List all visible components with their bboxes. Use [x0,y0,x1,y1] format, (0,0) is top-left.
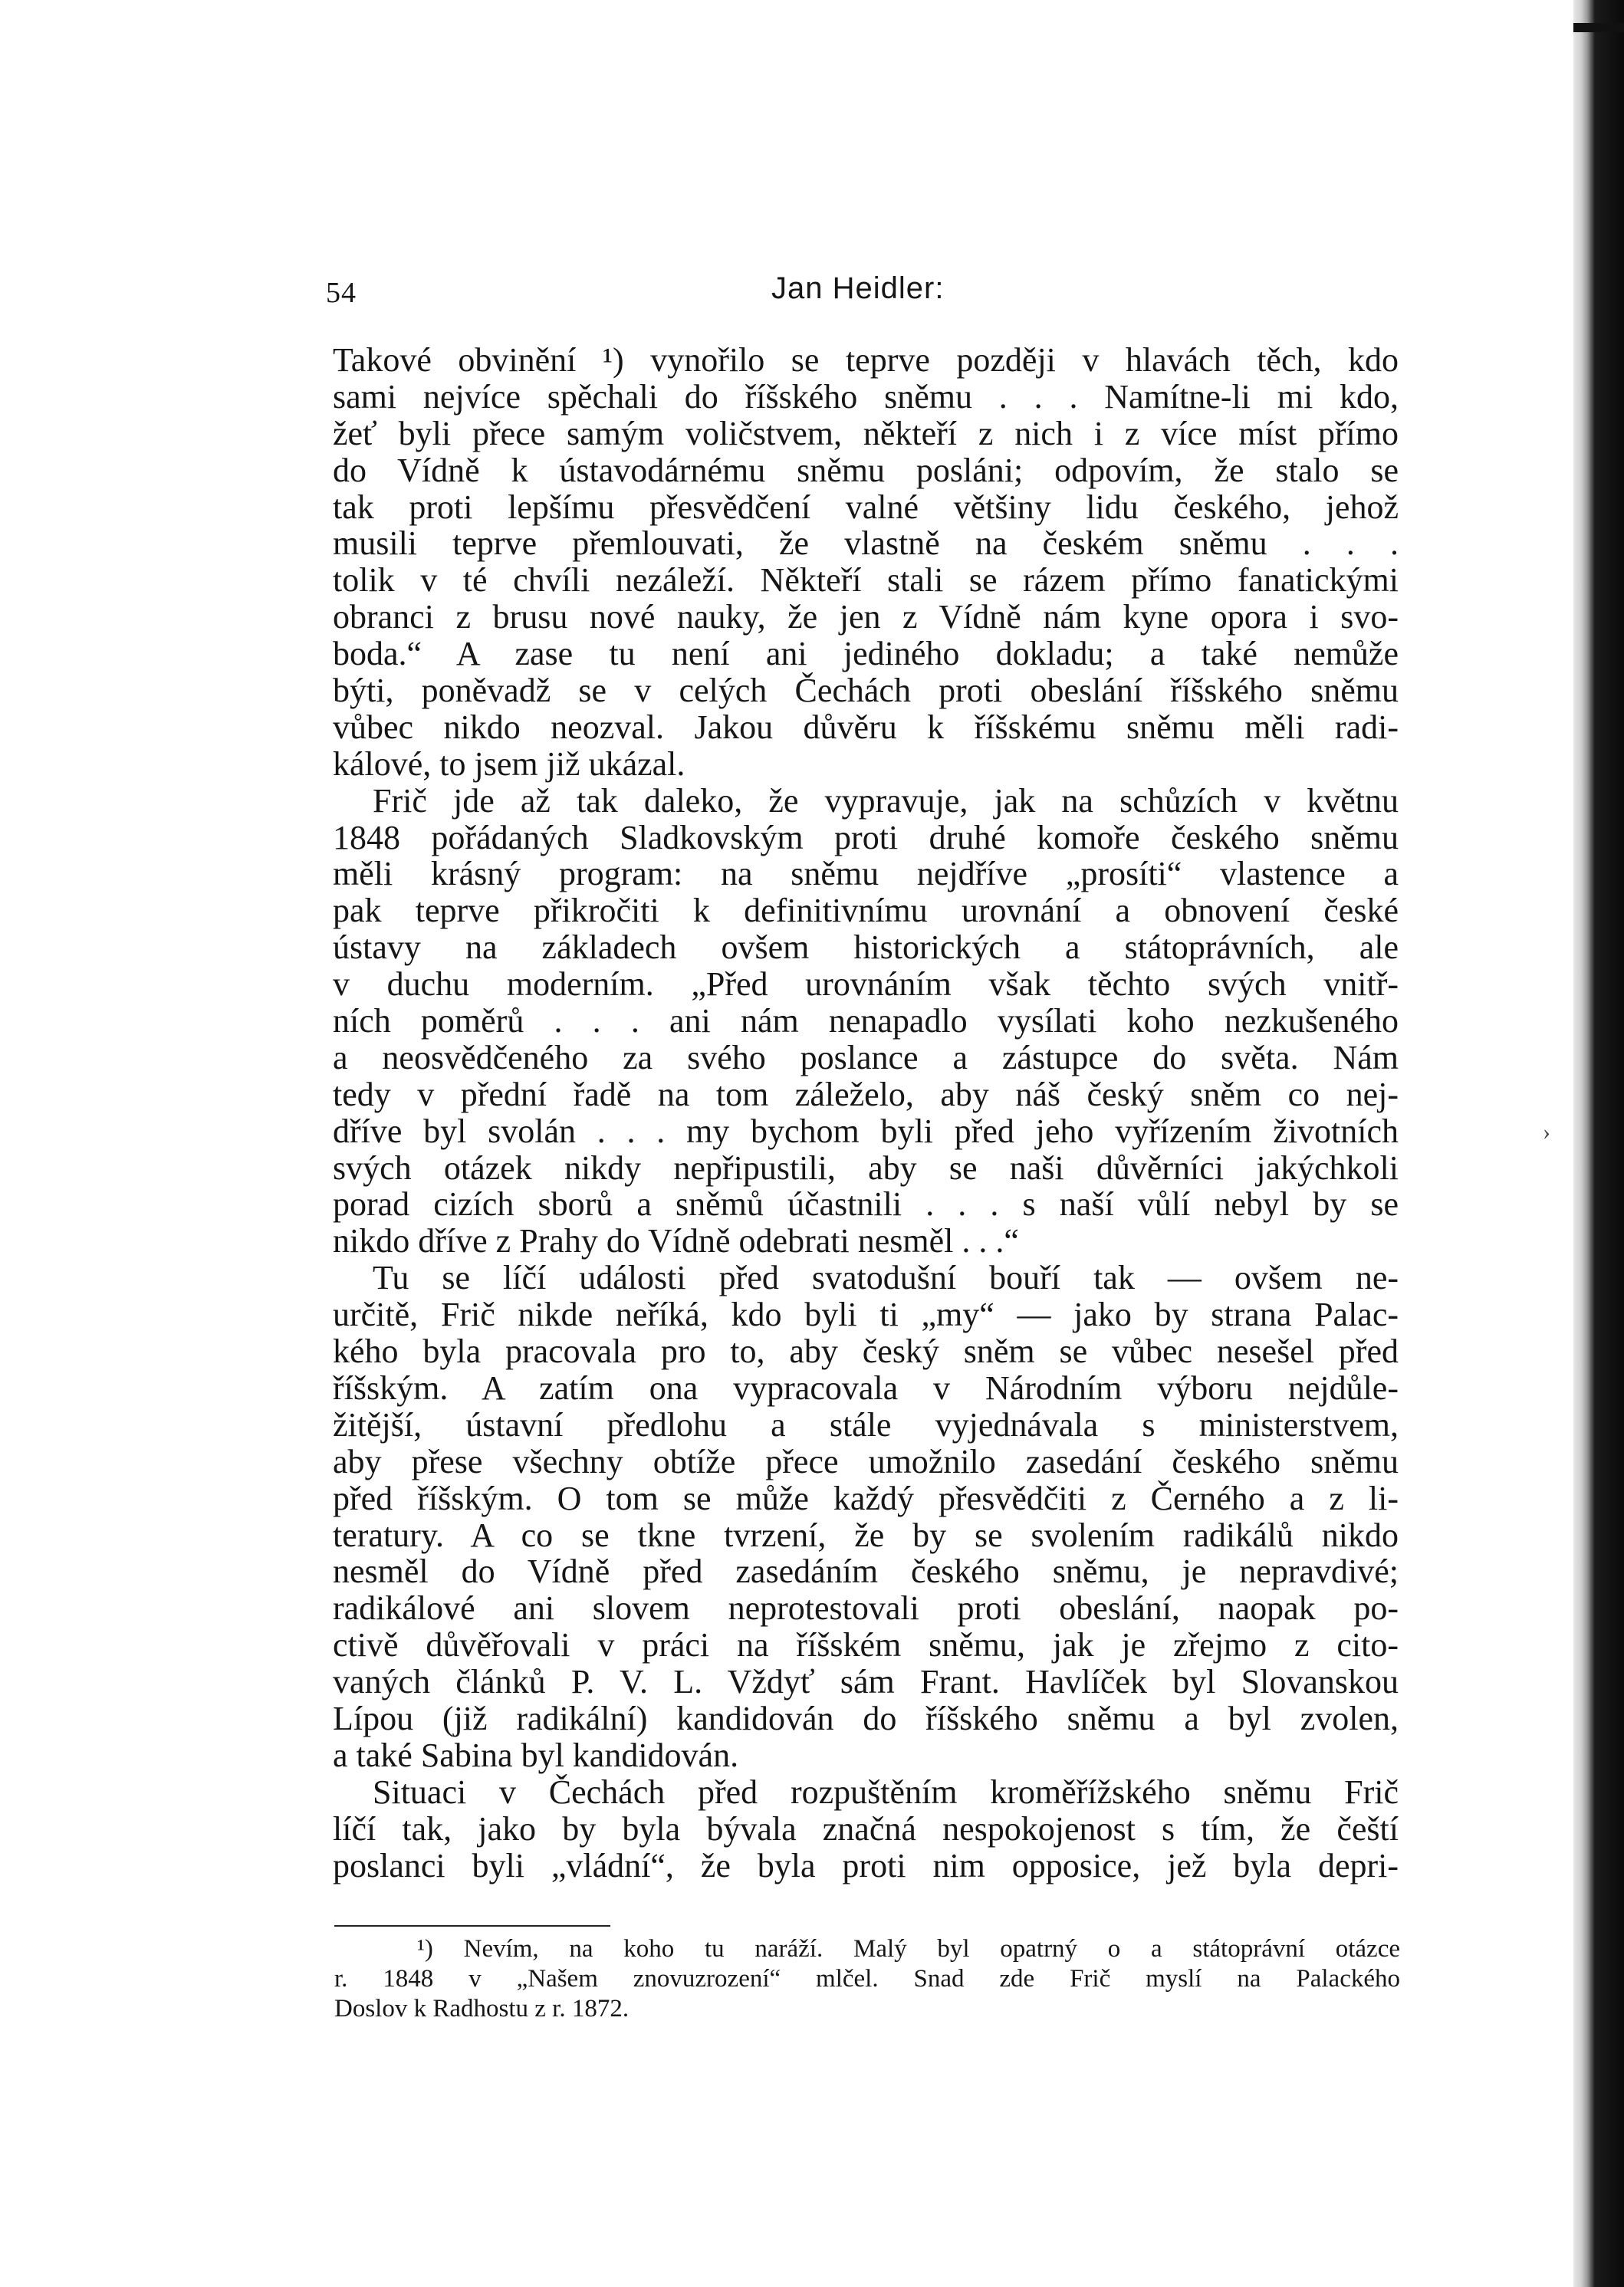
text-line: aby přese všechny obtíže přece umožnilo zasedání českého sněmu [333,1442,1399,1480]
text-line: pak teprve přikročiti k definitivnímu urovnání a obnovení české [333,892,1399,930]
text-line: Takové obvinění ¹) vynořilo se teprve později v hlavách těch, kdo [333,341,1399,379]
text-line: do Vídně k ústavodárnému sněmu posláni; odpovím, že stalo se [333,451,1399,489]
scan-edge-top [1573,23,1624,32]
text-line: a neosvědčeného za svého poslance a zástupce do světa. Nám [333,1038,1399,1076]
text-line: ctivě důvěřovali v práci na říšském sněmu, jak je zřejmo z cito- [333,1626,1399,1664]
text-line: Situaci v Čechách před rozpuštěním kroměřížského sněmu Frič [373,1773,1399,1811]
text-line: dříve byl svolán . . . my bychom byli před jeho vyřízením životních [333,1112,1399,1150]
text-line: porad cizích sborů a sněmů účastnili . . . s naší vůlí nebyl by se [333,1185,1399,1224]
text-line: tolik v té chvíli nezáleží. Někteří stali se rázem přímo fanatickými [333,561,1399,600]
text-line: svých otázek nikdy nepřipustili, aby se naši důvěrníci jakýchkoli [333,1148,1399,1187]
text-line: kálové, to jsem již ukázal. [333,744,685,783]
text-line: boda.“ A zase tu není ani jediného dokladu; a také nemůže [333,635,1399,673]
text-line: před říšským. O tom se může každý přesvědčiti z Černého a z li- [333,1479,1399,1517]
text-line: nesměl do Vídně před zasedáním českého sněmu, je nepravdivé; [333,1553,1399,1591]
footnote-line: r. 1848 v „Našem znovuzrození“ mlčel. Snad zde Frič myslí na Palackého [334,1965,1400,1993]
text-line: tedy v přední řadě na tom záleželo, aby náš český sněm co nej- [333,1075,1399,1113]
text-line: obranci z brusu nové nauky, že jen z Vídně nám kyne opora i svo- [333,598,1399,636]
text-line: radikálové ani slovem neprotestovali proti obeslání, naopak po- [333,1589,1399,1628]
text-line: žeť byli přece samým voličstvem, někteří z nich i z více míst přímo [333,414,1399,452]
text-line: sami nejvíce spěchali do říšského sněmu . . . Namítne-li mi kdo, [333,377,1399,416]
text-line: a také Sabina byl kandidován. [333,1736,739,1774]
text-line: kého byla pracovala pro to, aby český sněm se vůbec nesešel před [333,1332,1399,1371]
text-line: poslanci byli „vládní“, že byla proti nim opposice, jež byla depri- [333,1846,1399,1884]
text-line: určitě, Frič nikde neříká, kdo byli ti „my“ — jako by strana Palac- [333,1296,1399,1334]
text-line: Lípou (již radikální) kandidován do říšského sněmu a byl zvolen, [333,1699,1399,1737]
footnote-divider [334,1925,610,1927]
text-line: ních poměrů . . . ani nám nenapadlo vysílati koho nezkušeného [333,1002,1399,1040]
running-title: Jan Heidler: [771,271,945,305]
scan-edge-shadow [1573,0,1624,2287]
footnote-line: ¹) Nevím, na koho tu naráží. Malý byl opatrný o a státoprávní otázce [417,1935,1400,1963]
text-line: měli krásný program: na sněmu nejdříve „prosíti“ vlastence a [333,855,1399,893]
text-line: 1848 pořádaných Sladkovským proti druhé komoře českého sněmu [333,818,1399,856]
text-line: žitější, ústavní předlohu a stále vyjednávala s ministerstvem, [333,1405,1399,1444]
body-text [333,342,1399,1884]
text-line: ústavy na základech ovšem historických a státoprávních, ale [333,928,1399,967]
text-line: v duchu moderním. „Před urovnáním však těchto svých vnitř- [333,965,1399,1004]
footnote-line: Doslov k Radhostu z r. 1872. [334,1995,630,2022]
text-line: býti, poněvadž se v celých Čechách proti obeslání říšského sněmu [333,672,1399,710]
text-line: říšským. A zatím ona vypracovala v Národním výboru nejdůle- [333,1369,1399,1407]
text-line: Frič jde až tak daleko, že vypravuje, jak na schůzích v květnu [373,781,1399,820]
margin-mark: › [1543,1119,1550,1145]
page-number: 54 [326,277,357,309]
text-line: musili teprve přemlouvati, že vlastně na českém sněmu . . . [333,524,1399,563]
text-line: líčí tak, jako by byla bývala značná nespokojenost s tím, že čeští [333,1809,1399,1848]
text-line: teratury. A co se tkne tvrzení, že by se svolením radikálů nikdo [333,1516,1399,1554]
text-line: nikdo dříve z Prahy do Vídně odebrati nesměl . . .“ [333,1222,1019,1260]
footnotes [334,1934,1400,2024]
text-line: vůbec nikdo neozval. Jakou důvěru k říšskému sněmu měli radi- [333,708,1399,746]
text-line: tak proti lepšímu přesvědčení valné většiny lidu českého, jehož [333,488,1399,526]
text-line: Tu se líčí události před svatodušní bouří tak — ovšem ne- [373,1259,1399,1297]
text-line: vaných článků P. V. L. Vždyť sám Frant. Havlíček byl Slovanskou [333,1663,1399,1701]
